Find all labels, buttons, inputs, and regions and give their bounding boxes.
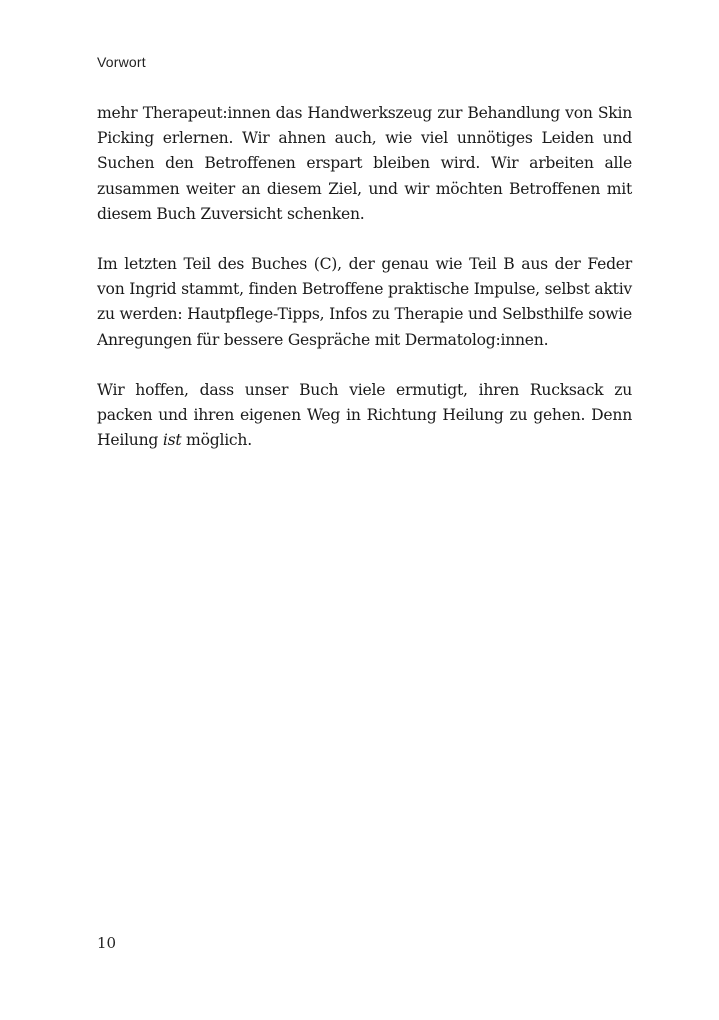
body-text [97, 101, 632, 478]
paragraph-2: Im letzten Teil des Buches (C), der genau wie Teil B aus der Feder von Ingrid stammt, finden Betroffene praktische Impulse, selbst aktiv zu werden: Hautpflege-Tipps, Infos zu Therapie und Selbsthilfe sowie Anregungen für bessere Gespräche mit Dermatolog:innen. [97, 255, 632, 349]
paragraph-3 [97, 378, 632, 454]
paragraph-1: mehr Therapeut:innen das Handwerkszeug zur Behandlung von Skin Picking erlernen. Wir ahnen auch, wie viel unnötiges Leiden und Suchen den Betroffenen erspart bleiben wird. Wir arbeiten alle zusammen weiter an diesem Ziel, und wir möchten Betroffenen mit diesem Buch Zuversicht schenken. [97, 104, 632, 223]
paragraph-3-text-before: Wir hoffen, dass unser Buch viele ermutigt, ihren Rucksack zu packen und ihren eigenen Weg in Richtung Heilung zu gehen. Denn Heilung [97, 380, 632, 450]
page-number: 10 [97, 934, 117, 952]
paragraph-3-text-after: möglich. [181, 431, 252, 450]
running-header: Vorwort [97, 54, 146, 70]
paragraph-3-emphasis: ist [162, 431, 182, 450]
